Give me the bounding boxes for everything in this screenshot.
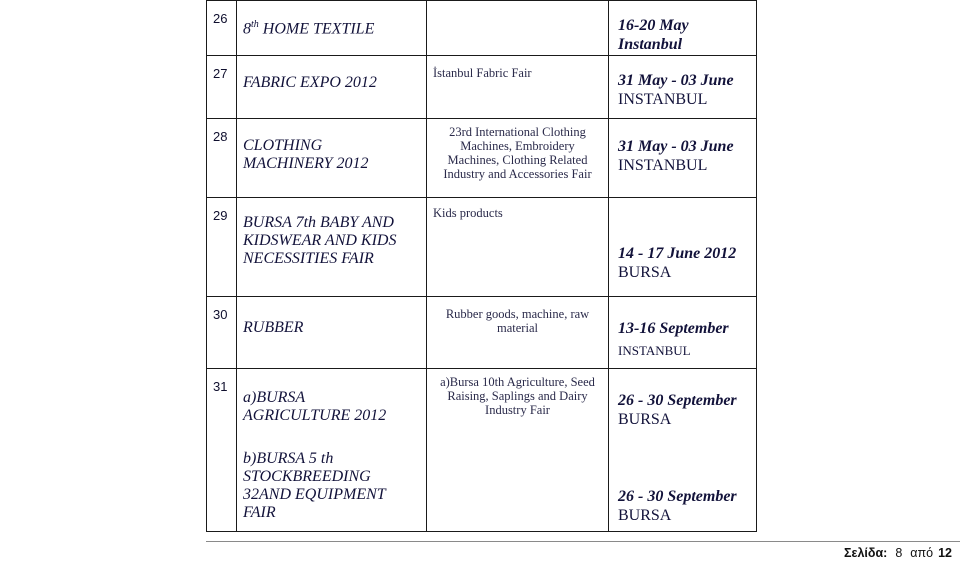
fair-city: BURSA [618, 507, 672, 524]
fair-name-b [237, 425, 426, 522]
fair-description-line: Industry Fair [485, 403, 550, 417]
of-label: από [910, 546, 934, 560]
fair-city: BURSA [618, 264, 672, 281]
fair-name: RUBBER [243, 319, 304, 336]
fair-date: 31 May - 03 June [618, 72, 734, 89]
fair-description-line: Industry and Accessories Fair [443, 167, 592, 181]
fair-description-line: Rubber goods, machine, raw [445, 307, 590, 321]
table-row [207, 198, 757, 297]
fair-name-line: 32AND EQUIPMENT [243, 486, 386, 503]
fair-name-sup: th [251, 19, 259, 30]
fair-description: Kids products [433, 206, 503, 220]
page-footer [844, 546, 952, 560]
fair-date: 26 - 30 September [618, 392, 737, 409]
fair-description-line: Machines, Embroidery [460, 139, 575, 153]
fair-city: INSTANBUL [618, 343, 691, 358]
fair-date: 14 - 17 June 2012 [618, 245, 737, 262]
fair-description-line: 23rd International Clothing [449, 125, 586, 139]
fair-description-line: material [497, 321, 538, 335]
fair-name-line: FAIR [243, 504, 276, 521]
table-row [207, 1, 757, 56]
fair-name-line: b)BURSA 5 th [243, 450, 334, 467]
page-total: 12 [938, 546, 952, 560]
footer-divider [206, 541, 960, 542]
fair-name-a [237, 369, 426, 425]
fair-date: 13-16 September [618, 320, 729, 337]
fair-name-line: STOCKBREEDING [243, 468, 371, 485]
table-row [207, 297, 757, 369]
fair-city: Instanbul [618, 36, 683, 53]
row-number: 30 [213, 307, 228, 322]
fair-name-part: HOME TEXTILE [258, 20, 375, 38]
fair-description: İstanbul Fabric Fair [433, 66, 532, 80]
fair-name-line: KIDSWEAR AND KIDS [243, 232, 397, 249]
fair-name-line: a)BURSA [243, 389, 306, 406]
row-number: 28 [213, 129, 228, 144]
fair-name-line: AGRICULTURE 2012 [243, 407, 387, 424]
fair-description-line: a)Bursa 10th Agriculture, Seed [440, 375, 595, 389]
fair-name-line: BURSA 7th BABY AND [243, 214, 394, 231]
fair-name-line: MACHINERY 2012 [243, 155, 369, 172]
table-row [207, 56, 757, 119]
row-number: 26 [213, 11, 228, 26]
table-row [207, 369, 757, 532]
fair-city: INSTANBUL [618, 157, 708, 174]
fair-city: INSTANBUL [618, 91, 708, 108]
table-row [207, 119, 757, 198]
fair-date: 26 - 30 September [618, 488, 737, 505]
fair-description-line: Raising, Saplings and Dairy [447, 389, 588, 403]
fair-date: 16-20 May [618, 17, 689, 34]
fair-table [206, 0, 757, 532]
fair-name: FABRIC EXPO 2012 [243, 74, 377, 91]
row-number: 29 [213, 208, 228, 223]
fair-name-part: 8 [243, 20, 251, 38]
fair-name-line: CLOTHING [243, 137, 323, 154]
fair-name-line: NECESSITIES FAIR [243, 250, 374, 267]
fair-description-line: Machines, Clothing Related [447, 153, 588, 167]
fair-city: BURSA [618, 411, 672, 428]
row-number: 31 [213, 379, 228, 394]
page-label: Σελίδα: [844, 546, 888, 560]
page-number: 8 [895, 546, 903, 560]
fair-date: 31 May - 03 June [618, 138, 734, 155]
row-number: 27 [213, 66, 228, 81]
fair-name [237, 1, 426, 38]
